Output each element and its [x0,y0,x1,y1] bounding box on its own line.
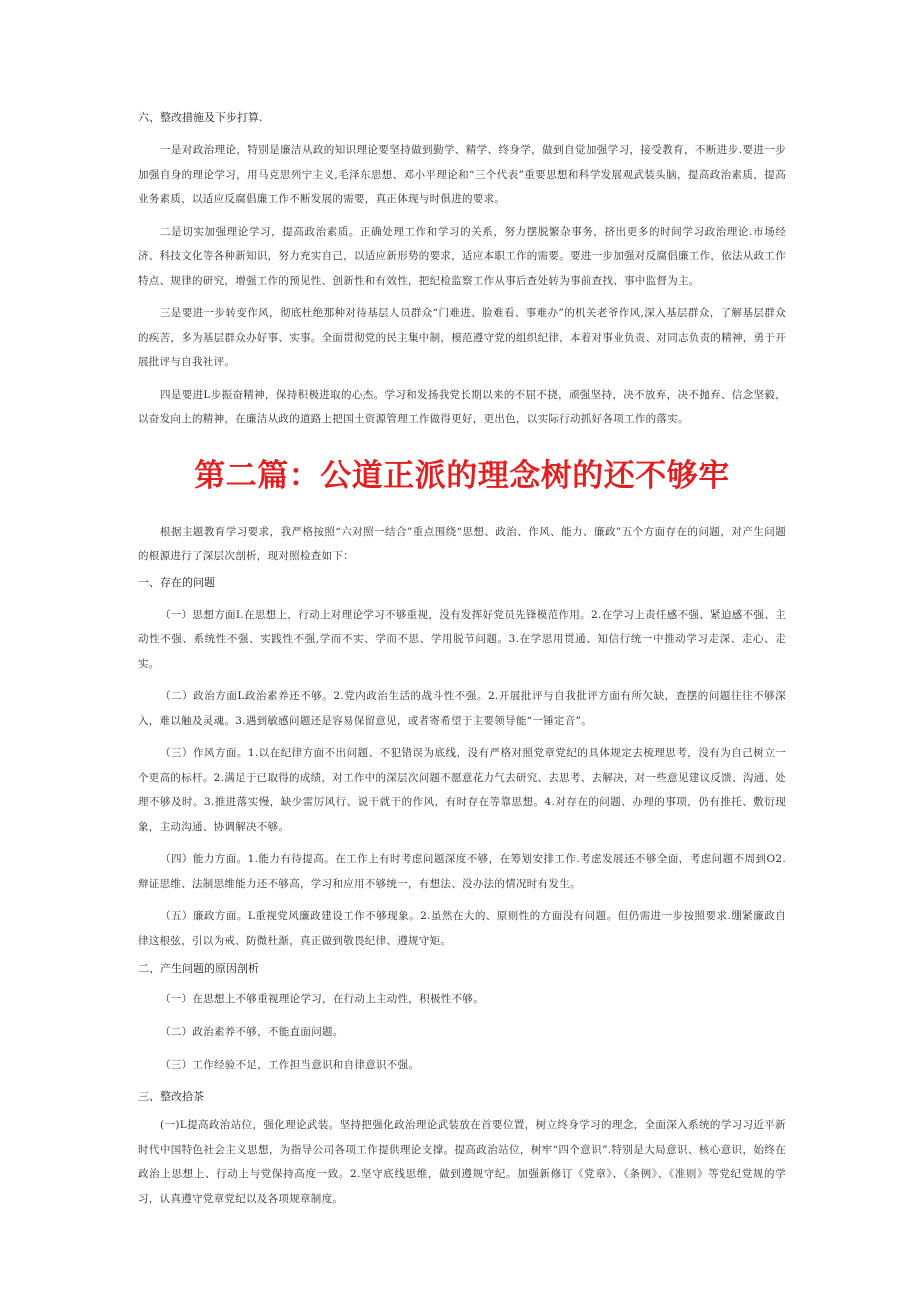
document-content [138,108,786,1211]
problems-heading: 一、存在的问题 [138,575,215,589]
rectify-item-1: (一)L提高政治站位，强化理论武装。坚持把强化政治理论武装放在首要位置，树立终身学习的理念，全面深入系统的学习习近平新时代中国特色社会主义思想，为指导公司各项工作提供理论支撑。提高政治站位，树牢“四个意识”.特别是大局意识、核心意识，始终在政治上思想上、行动上与党保持高度一致。2.坚守底线思维，做到遵规守纪。加强新修订《党章》、《条例》、《准则》等党纪党规的学习，认真遵守党章党纪以及各项规章制度。 [138,1119,786,1205]
problem-item-4: （四）能力方面。1.能力有待提高。在工作上有时考虑问题深度不够，在筹划安排工作.考虑发展还不够全面，考虑问题不周到O2.辩证思维、法制思维能力还不够高，学习和应用不够统一，有想法、没办法的情况时有发生。 [138,853,786,890]
cause-item-1: （一）在思想上不够重视理论学习，在行动上主动性，积极性不够。 [160,993,484,1005]
section-six-heading: 六、整改措施及下步打算. [138,111,263,124]
section-six-paragraph-1: 一是对政治理论，特别是廉洁从政的知识理论要坚持做到勤学、精学、终身学，做到自觉加强学习，接受教育，不断进步.要进一步加强自身的理论学习，用马克思列宁主义,毛泽东思想、邓小平理论和“三个代表”重要思想和科学发展观武装头脑，提高政治素质，提高业务素质，以适应反腐倡廉工作不断发展的需要，真正体现与时俱进的要求。 [138,144,786,205]
cause-item-3: （三）工作经验不足，工作担当意识和自律意识不强。 [160,1059,420,1071]
problem-item-1: （一）思想方面I.在思想上，行动上对理论学习不够重视，没有发挥好党员先锋模范作用。2.在学习上责任感不强、紧迫感不强、主动性不强、系统性不强、实践性不强,学而不实、学而不思、学用脱节问题。3.在学思用贯通、知信行统一中推动学习走深、走心、走实。 [138,608,786,670]
part-two-intro: 根据主题教育学习要求，我严格按照“六对照一结合”重点围绕“思想、政治、作风、能力、廉政”五个方面存在的问题，对产生问题的根源进行了深层次剖析，现对照检查如下： [138,525,786,562]
problem-item-3: （三）作风方面。1.以在纪律方面不出问题、不犯错误为底线，没有严格对照党章党纪的具体规定去梳理思考，没有为自己树立一个更高的标杆。2.满足于已取得的成绩，对工作中的深层次问题不愿意花力气去研究、去思考、去解决，对一些意见建议反馈、沟通、处理不够及时。3.推进落实慢，缺少雷厉风行、说干就干的作风，有时存在等靠思想。4.对存在的问题、办理的事项，仍有推托、敷衍现象，主动沟通、协调解决不够。 [138,747,786,833]
cause-item-2: （二）政治素养不够，不能直面问题。 [160,1026,344,1038]
problem-item-2: （二）政治方面L政治素养还不够。2.党内政治生活的战斗性不强。2.开展批评与自我批评方面有所欠缺，查摆的问题往往不够深入，难以触及灵魂。3.遇到敏感问题还是容易保留意见，或者寄希望于主要领导能“一锤定音”。 [138,690,786,727]
section-six-paragraph-2: 二是切实加强理论学习，提高政治素质。正确处理工作和学习的关系，努力摆脱繁杂事务，挤出更多的时间学习政治理论.市场经济、科技文化等各种新知识，努力充实自己，以适应新形势的要求，适应本职工作的需要。要进一步加强对反腐倡廉工作，依法从政工作特点、规律的研究，增强工作的预见性、创新性和有效性，把纪检监察工作从事后查处转为事前查找、事中监督为主。 [138,225,786,287]
causes-heading: 二、产生问题的原因剖析 [138,962,259,975]
section-six-paragraph-3: 三是要进一步转变作风，彻底杜绝那种对待基层人员群众“门难进、脸难看、事难办”的机关老爷作风,深入基层群众，了解基层群众的疾苦，多为基层群众办好事、实事。全面贯彻党的民主集中制，模范遵守党的组织纪律，本着对事业负责、对同志负责的精神，勇于开展批评与自我社评。 [138,307,786,368]
part-two-title: 第二篇：公道正派的理念树的还不够牢 [194,457,730,494]
rectify-heading: 三、整改拾茶 [138,1090,204,1103]
problem-item-5: （五）廉政方面。L重视党风廉政建设工作不够现象。2.虽然在大的、原则性的方面没有问题。但仍需进一步按照要求.绷紧廉政自律这根弦，引以为戒、防微杜渐，真正做到敬畏纪律、遵规守矩。 [138,910,786,947]
section-six-paragraph-4: 四是要进L步振奋精神，保持积极进取的心杰。学习和发扬我党长期以来的不屈不挠，顽强坚持，决不放弃，决不抛弃、信念坚毅，以奋发向上的精神，在廉洁从政的道路上把国土资源管理工作做得更好，更出色，以实际行动抓好各项工作的落实。 [138,388,786,425]
